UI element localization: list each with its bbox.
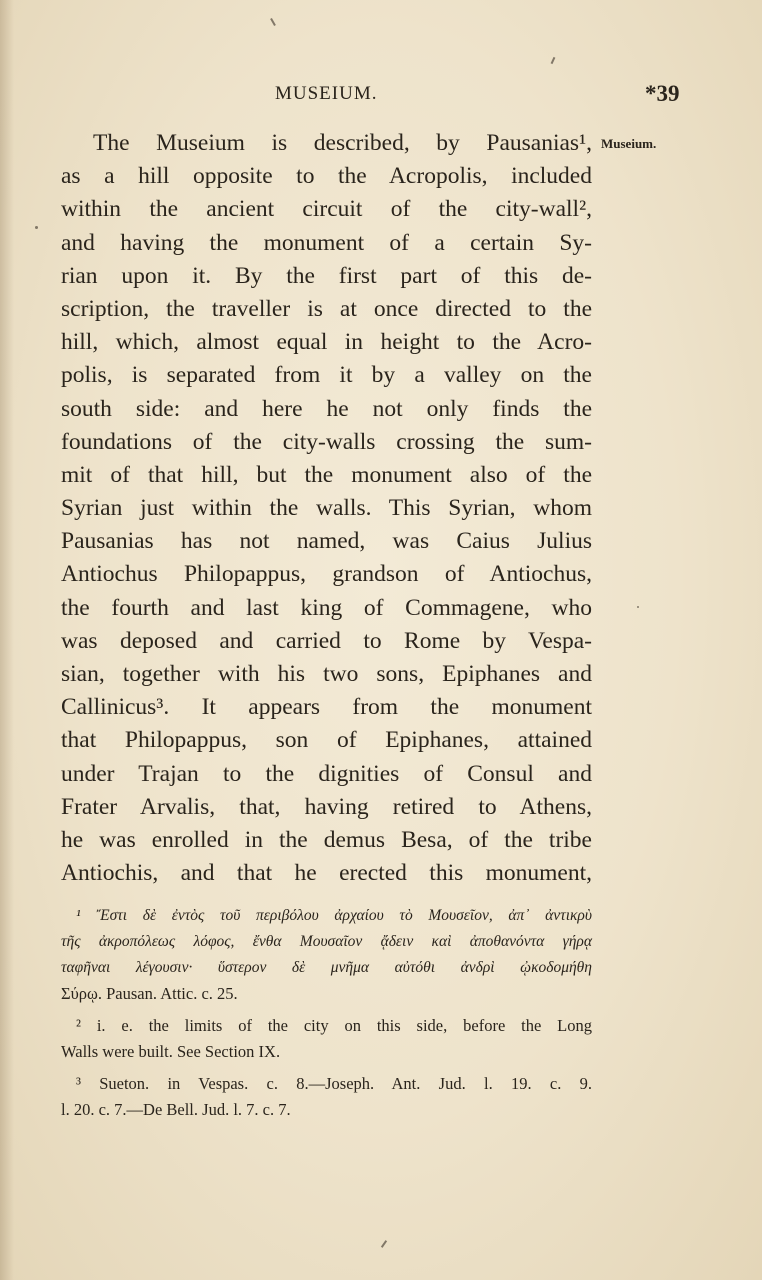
- body-line: sian, together with his two sons, Epiphanes and: [61, 661, 592, 687]
- footnote-1-line: ταφῆναι λέγουσιν· ὕστερον δὲ μνῆμα αὐτόθι ἀνδρὶ ᾠκοδομήθη: [61, 959, 592, 976]
- body-line: under Trajan to the dignities of Consul and: [61, 760, 592, 787]
- footnote-1-line: Σύρῳ. Pausan. Attic. c. 25.: [61, 984, 238, 1003]
- body-line: Frater Arvalis, that, having retired to Athens,: [61, 793, 592, 820]
- page-number: *39: [645, 81, 680, 106]
- running-head: [0, 83, 762, 113]
- body-line: Antiochus Philopappus, grandson of Antiochus,: [61, 561, 592, 588]
- body-line: The Museium is described, by Pausanias¹,: [93, 130, 592, 156]
- body-line: Antiochis, and that he erected this monument,: [61, 860, 592, 887]
- body-line: that Philopappus, son of Epiphanes, attained: [61, 727, 592, 754]
- footnote-2-line: Walls were built. See Section IX.: [61, 1042, 281, 1061]
- body-line: foundations of the city-walls crossing the sum-: [61, 428, 592, 455]
- body-line: he was enrolled in the demus Besa, of the tribe: [61, 826, 592, 853]
- margin-note: Museium.: [601, 136, 657, 151]
- body-line: within the ancient circuit of the city-wall²,: [61, 196, 592, 223]
- body-line: was deposed and carried to Rome by Vespa-: [61, 627, 592, 654]
- body-line: the fourth and last king of Commagene, who: [61, 594, 592, 621]
- body-line: south side: and here he not only finds the: [61, 395, 592, 422]
- body-line: Pausanias has not named, was Caius Julius: [61, 528, 592, 555]
- paper-speck: [551, 57, 556, 64]
- body-line: hill, which, almost equal in height to the Acro-: [61, 329, 592, 356]
- body-line: and having the monument of a certain Sy-: [61, 229, 592, 256]
- paper-speck: [270, 18, 276, 26]
- paper-speck: [35, 226, 38, 229]
- footnote-1-line: τῆς ἀκροπόλεως λόφος, ἔνθα Μουσαῖον ᾄδειν καὶ ἀποθανόντα γήρᾳ: [61, 933, 592, 950]
- running-title: MUSEIUM.: [275, 83, 378, 104]
- paper-speck: [381, 1240, 387, 1248]
- footnote-1-line: ¹ Ἔστι δὲ ἐντὸς τοῦ περιβόλου ἀρχαίου τὸ Μουσεῖον, ἀπ᾽ ἀντικρὺ: [76, 907, 592, 924]
- footnote-3-line: ³ Sueton. in Vespas. c. 8.—Joseph. Ant. Jud. l. 19. c. 9.: [76, 1074, 592, 1093]
- body-line: scription, the traveller is at once directed to the: [61, 295, 592, 322]
- paper-speck: [637, 606, 639, 608]
- footnotes: [61, 903, 592, 1123]
- body-line: rian upon it. By the first part of this de-: [61, 262, 592, 289]
- body-line: Callinicus³. It appears from the monument: [61, 694, 592, 721]
- body-text: [61, 127, 592, 890]
- body-line: polis, is separated from it by a valley on the: [61, 362, 592, 389]
- body-line: Syrian just within the walls. This Syrian, whom: [61, 495, 592, 522]
- body-line: as a hill opposite to the Acropolis, included: [61, 163, 592, 190]
- body-line: mit of that hill, but the monument also of the: [61, 461, 592, 488]
- footnote-3-line: l. 20. c. 7.—De Bell. Jud. l. 7. c. 7.: [61, 1100, 291, 1119]
- footnote-2-line: ² i. e. the limits of the city on this side, before the Long: [76, 1016, 592, 1035]
